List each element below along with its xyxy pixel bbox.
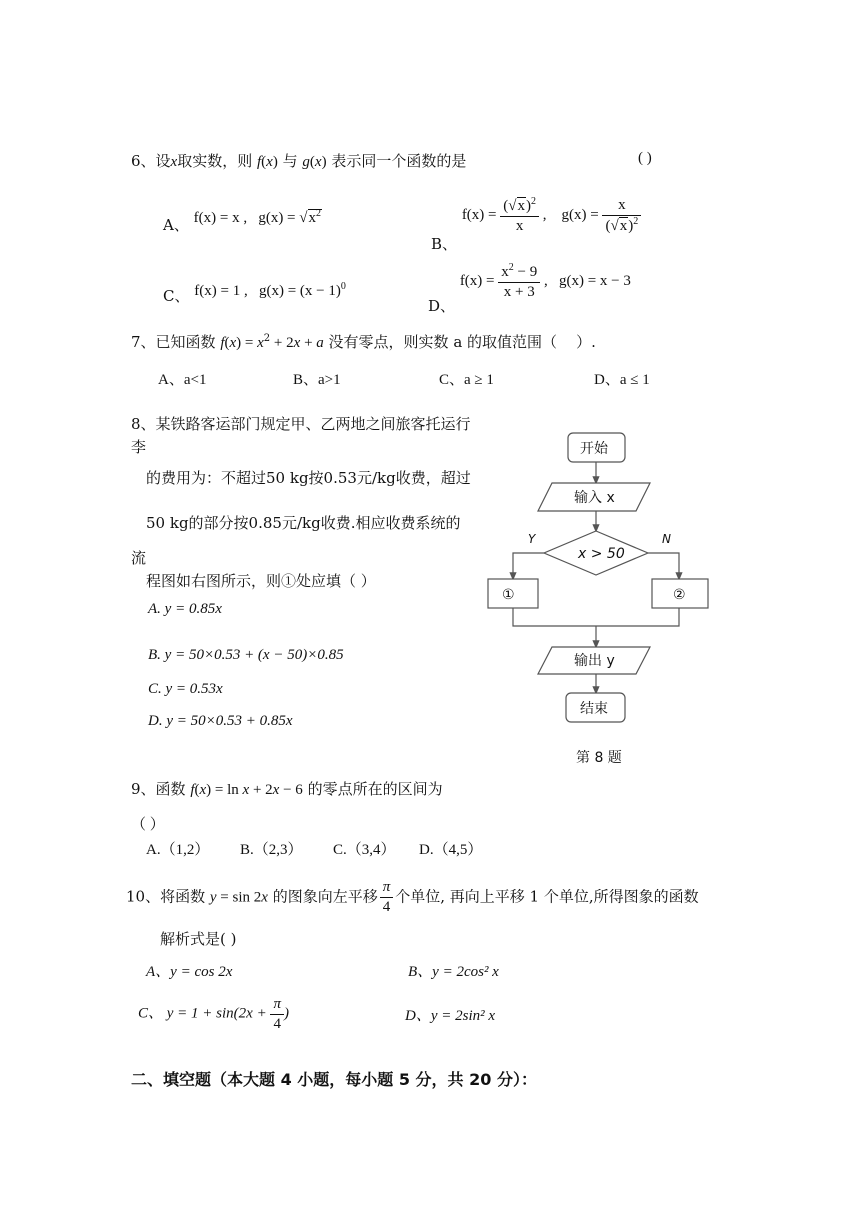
q8-line2: 李	[131, 438, 147, 456]
q7-option-b[interactable]: B、a>1	[293, 372, 341, 388]
section-heading: 二、填空题（本大题 4 小题，每小题 5 分，共 20 分）：	[131, 1070, 537, 1089]
q6-option-b[interactable]: B、 f(x) = $\frac{(√x)^2}{x}$ , g(x) = $\frac{x}{(√x)^2}$	[431, 196, 641, 236]
q6-option-a[interactable]: A、 f(x) = x , $g(x) = √x^2$	[163, 208, 322, 234]
flow-output-label: 输出 y	[574, 653, 615, 669]
flow-box2-label: ②	[673, 587, 686, 603]
q7-stem: 7、已知函数 $f(x) = x^2 + 2x + a$ 没有零点，则实数 a 的取值范围（ ）.	[131, 333, 596, 351]
q7-option-d[interactable]: D、a ≤ 1	[594, 372, 650, 388]
flow-box1-label: ①	[502, 587, 515, 603]
q6-stem: 6、设x取实数，则 f(x) 与 g(x) 表示同一个函数的是	[131, 152, 467, 170]
flowchart	[480, 425, 710, 775]
q10-option-c[interactable]: C、 y = 1 + sin(2x + $\frac{\pi}{4}$ )	[138, 996, 289, 1032]
flow-start-label: 开始	[580, 441, 608, 457]
option-label: D、	[428, 297, 456, 316]
q7-option-a[interactable]: A、a<1	[158, 372, 207, 388]
flow-no-label: N	[662, 532, 671, 546]
q8-line3: 的费用为：不超过50 kg按0.53元/kg收费，超过	[146, 469, 471, 487]
flow-caption: 第 8 题	[576, 750, 622, 766]
q6-blank: ( )	[638, 150, 652, 166]
q6-option-d[interactable]: D、 f(x) = $\frac{x^2 - 9}{x + 3}$ , g(x) = x − 3	[428, 262, 631, 316]
flow-condition-label: x > 50	[578, 546, 625, 562]
option-label: C、	[163, 287, 190, 305]
q10-stem-line2: 解析式是( )	[160, 930, 237, 948]
q8-option-b[interactable]: B. y = 50×0.53 + (x − 50)×0.85	[148, 647, 344, 663]
q10-option-d[interactable]: D、y = 2sin² x	[405, 1008, 496, 1024]
q8-option-d[interactable]: D. y = 50×0.53 + 0.85x	[148, 713, 293, 729]
flow-yes-label: Y	[528, 532, 536, 546]
q9-option-c[interactable]: C.（3,4）	[333, 842, 396, 858]
q10-stem: 10、将函数 y = sin 2x 的图象向左平移 $\frac{\pi}{4}$ 个单位, 再向上平移 1 个单位,所得图象的函数	[126, 879, 699, 915]
q9-option-b[interactable]: B.（2,3）	[240, 842, 303, 858]
q9-stem: 9、函数 f(x) = ln x + 2x − 6 的零点所在的区间为	[131, 780, 443, 798]
q10-option-a[interactable]: A、y = cos 2x	[146, 964, 233, 980]
q6-option-c[interactable]: C、 f(x) = 1 , $g(x) = (x - 1)^0$	[163, 281, 346, 305]
q8-option-c[interactable]: C. y = 0.53x	[148, 681, 223, 697]
q9-blank: （ ）	[131, 817, 165, 833]
q9-option-d[interactable]: D.（4,5）	[419, 842, 483, 858]
q8-line6: 程图如右图所示，则①处应填（ ）	[146, 572, 376, 590]
q8-line1: 8、某铁路客运部门规定甲、乙两地之间旅客托运行	[131, 415, 471, 433]
option-label: B、	[431, 235, 458, 254]
q10-option-b[interactable]: B、y = 2cos² x	[408, 964, 499, 980]
option-label: A、	[163, 216, 189, 234]
flow-input-label: 输入 x	[574, 490, 615, 506]
q8-option-a[interactable]: A. y = 0.85x	[148, 601, 222, 617]
q8-line5: 流	[131, 549, 147, 567]
q9-option-a[interactable]: A.（1,2）	[146, 842, 210, 858]
flow-end-label: 结束	[580, 701, 608, 717]
q8-line4: 50 kg的部分按0.85元/kg收费.相应收费系统的	[146, 514, 461, 532]
q7-option-c[interactable]: C、a ≥ 1	[439, 372, 494, 388]
